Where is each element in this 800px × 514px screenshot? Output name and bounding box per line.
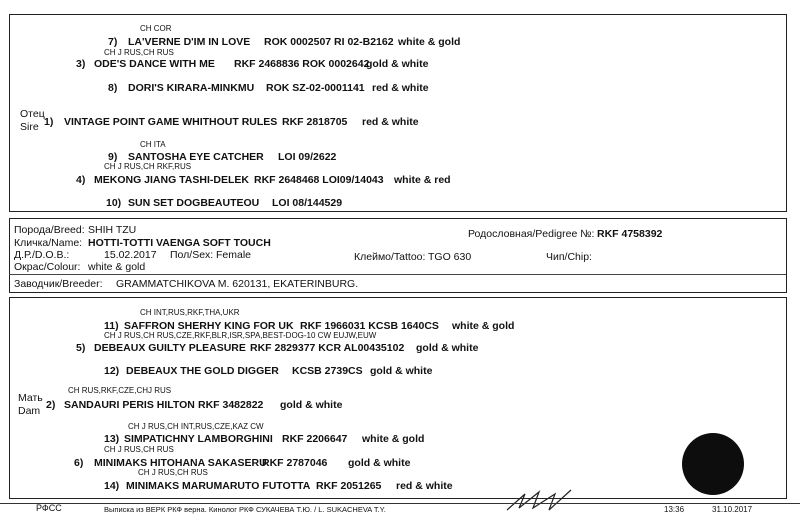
sire-ancestor-7-name: LA'VERNE D'IM IN LOVE (128, 36, 251, 48)
sire-ancestor-4-color: white & red (394, 174, 451, 186)
dam-ancestor-12-color: gold & white (370, 365, 433, 377)
sire-ancestor-4-name: MEKONG JIANG TASHI-DELEK (94, 174, 249, 186)
sire-ancestor-10-num: 10) (106, 197, 122, 209)
sire-ancestor-3-name: ODE'S DANCE WITH ME (94, 58, 215, 70)
footer-org: РФСС (36, 503, 62, 513)
dam-ancestor-13-name: SIMPATICHNY LAMBORGHINI (124, 433, 273, 445)
sire-ancestor-9-reg: LOI 09/2622 (278, 151, 337, 163)
signature-icon (505, 488, 575, 512)
footer-date: 31.10.2017 (712, 505, 753, 514)
dam-title: CH RUS,RKF,CZE,CHJ RUS (68, 386, 172, 395)
dam-ancestor-6-name: MINIMAKS HITOHANA SAKASERU (94, 457, 267, 469)
dam-ancestor-6-title: CH J RUS,CH RUS (104, 445, 174, 454)
sex-label: Пол/Sex: (170, 249, 214, 261)
sire-reg: RKF 2818705 (282, 116, 348, 128)
sire-ancestor-3-reg: RKF 2468836 ROK 0002642 (234, 58, 370, 70)
sire-ancestor-3-color: gold & white (366, 58, 429, 70)
pedigree-value: RKF 4758392 (597, 228, 663, 240)
sire-ancestor-8-color: red & white (372, 82, 429, 94)
sire-ancestor-4-num: 4) (76, 174, 86, 186)
dam-ancestor-12-num: 12) (104, 365, 120, 377)
dam-ancestor-5-color: gold & white (416, 342, 479, 354)
sex-value: Female (216, 249, 252, 261)
sire-label-ru: Отец (20, 108, 45, 120)
footer-divider (0, 503, 800, 504)
tattoo-label: Клеймо/Tattoo: (354, 251, 426, 263)
dam-ancestor-14-color: red & white (396, 480, 453, 492)
chip-label: Чип/Chip: (546, 251, 592, 263)
sire-ancestor-10-name: SUN SET DOGBEAUTEOU (128, 197, 260, 209)
dam-ancestor-11-name: SAFFRON SHERHY KING FOR UK (124, 320, 294, 332)
sire-label-en: Sire (20, 121, 39, 133)
sire-ancestor-7-reg: ROK 0002507 RI 02-B2162 (264, 36, 394, 48)
dam-ancestor-5-name: DEBEAUX GUILTY PLEASURE (94, 342, 246, 354)
dam-ancestor-11-reg: RKF 1966031 KCSB 1640CS (300, 320, 439, 332)
dam-ancestor-11-title: CH INT,RUS,RKF,THA,UKR (140, 308, 240, 317)
sire-ancestor-7-num: 7) (108, 36, 118, 48)
dam-ancestor-14-num: 14) (104, 480, 120, 492)
dam-ancestor-14-title: CH J RUS,CH RUS (138, 468, 208, 477)
name-value: HOTTI-TOTTI VAENGA SOFT TOUCH (88, 237, 271, 249)
dam-ancestor-13-num: 13) (104, 433, 120, 445)
dam-ancestor-13-reg: RKF 2206647 (282, 433, 348, 445)
dam-reg: RKF 3482822 (198, 399, 264, 411)
sire-ancestor-4-title: CH J RUS,CH RKF,RUS (104, 162, 192, 171)
sire-ancestor-7-title: CH COR (140, 24, 172, 33)
dam-ancestor-14-name: MINIMAKS MARUMARUTO FUTOTTA (126, 480, 311, 492)
breed-value: SHIH TZU (88, 224, 137, 236)
name-label: Кличка/Name: (14, 237, 83, 249)
dam-ancestor-6-num: 6) (74, 457, 84, 469)
footer-text: Выписка из ВЕРК РКФ верна. Кинолог РКФ СУКАЧЕВА Т.Ю. / L. SUKACHEVA T.Y. (104, 505, 386, 514)
breeder-divider (9, 274, 786, 275)
sire-ancestor-9-title: CH ITA (140, 140, 166, 149)
dam-ancestor-13-title: CH J RUS,CH INT,RUS,CZE,KAZ CW (128, 422, 264, 431)
dam-ancestor-14-reg: RKF 2051265 (316, 480, 382, 492)
tattoo-value: TGO 630 (428, 251, 472, 263)
dam-ancestor-5-num: 5) (76, 342, 86, 354)
dam-num: 2) (46, 399, 56, 411)
dam-ancestor-6-reg: RKF 2787046 (262, 457, 328, 469)
dam-ancestor-6-color: gold & white (348, 457, 411, 469)
sire-name: VINTAGE POINT GAME WHITHOUT RULES (64, 116, 278, 128)
dam-ancestor-11-color: white & gold (452, 320, 515, 332)
sire-ancestor-8-name: DORI'S KIRARA-MINKMU (128, 82, 255, 94)
sire-ancestor-9-name: SANTOSHA EYE CATCHER (128, 151, 264, 163)
sire-color: red & white (362, 116, 419, 128)
dam-ancestor-13-color: white & gold (362, 433, 425, 445)
official-stamp (682, 433, 744, 495)
dam-ancestor-12-reg: KCSB 2739CS (292, 365, 363, 377)
sire-ancestor-3-num: 3) (76, 58, 86, 70)
dam-ancestor-5-title: CH J RUS,CH RUS,CZE,RKF,BLR,ISR,SPA,BEST-DOG-10 CW EUJW,EUW (104, 331, 377, 340)
dam-name: SANDAURI PERIS HILTON (64, 399, 195, 411)
sire-ancestor-3-title: CH J RUS,CH RUS (104, 48, 174, 57)
dob-label: Д.Р./D.O.B.: (14, 249, 70, 261)
sire-ancestor-8-reg: ROK SZ-02-0001141 (266, 82, 365, 94)
sire-num: 1) (44, 116, 54, 128)
breeder-label: Заводчик/Breeder: (14, 278, 103, 290)
dob-value: 15.02.2017 (104, 249, 157, 261)
dam-ancestor-12-name: DEBEAUX THE GOLD DIGGER (126, 365, 279, 377)
breeder-value: GRAMMATCHIKOVA M. 620131, EKATERINBURG. (116, 278, 359, 290)
dam-ancestor-5-reg: RKF 2829377 KCR AL00435102 (250, 342, 405, 354)
footer-time: 13:36 (664, 505, 685, 514)
dam-label-en: Dam (18, 405, 41, 417)
colour-label: Окрас/Colour: (14, 261, 81, 273)
sire-ancestor-10-reg: LOI 08/144529 (272, 197, 343, 209)
pedigree-label: Родословная/Pedigree №: (468, 228, 595, 240)
dam-label-ru: Мать (18, 392, 43, 404)
colour-value: white & gold (88, 261, 146, 273)
dam-ancestor-11-num: 11) (104, 320, 119, 332)
sire-ancestor-8-num: 8) (108, 82, 118, 94)
breed-label: Порода/Breed: (14, 224, 85, 236)
dam-color: gold & white (280, 399, 343, 411)
sire-ancestor-7-color: white & gold (398, 36, 461, 48)
sire-ancestor-9-num: 9) (108, 151, 118, 163)
sire-ancestor-4-reg: RKF 2648468 LOI09/14043 (254, 174, 384, 186)
